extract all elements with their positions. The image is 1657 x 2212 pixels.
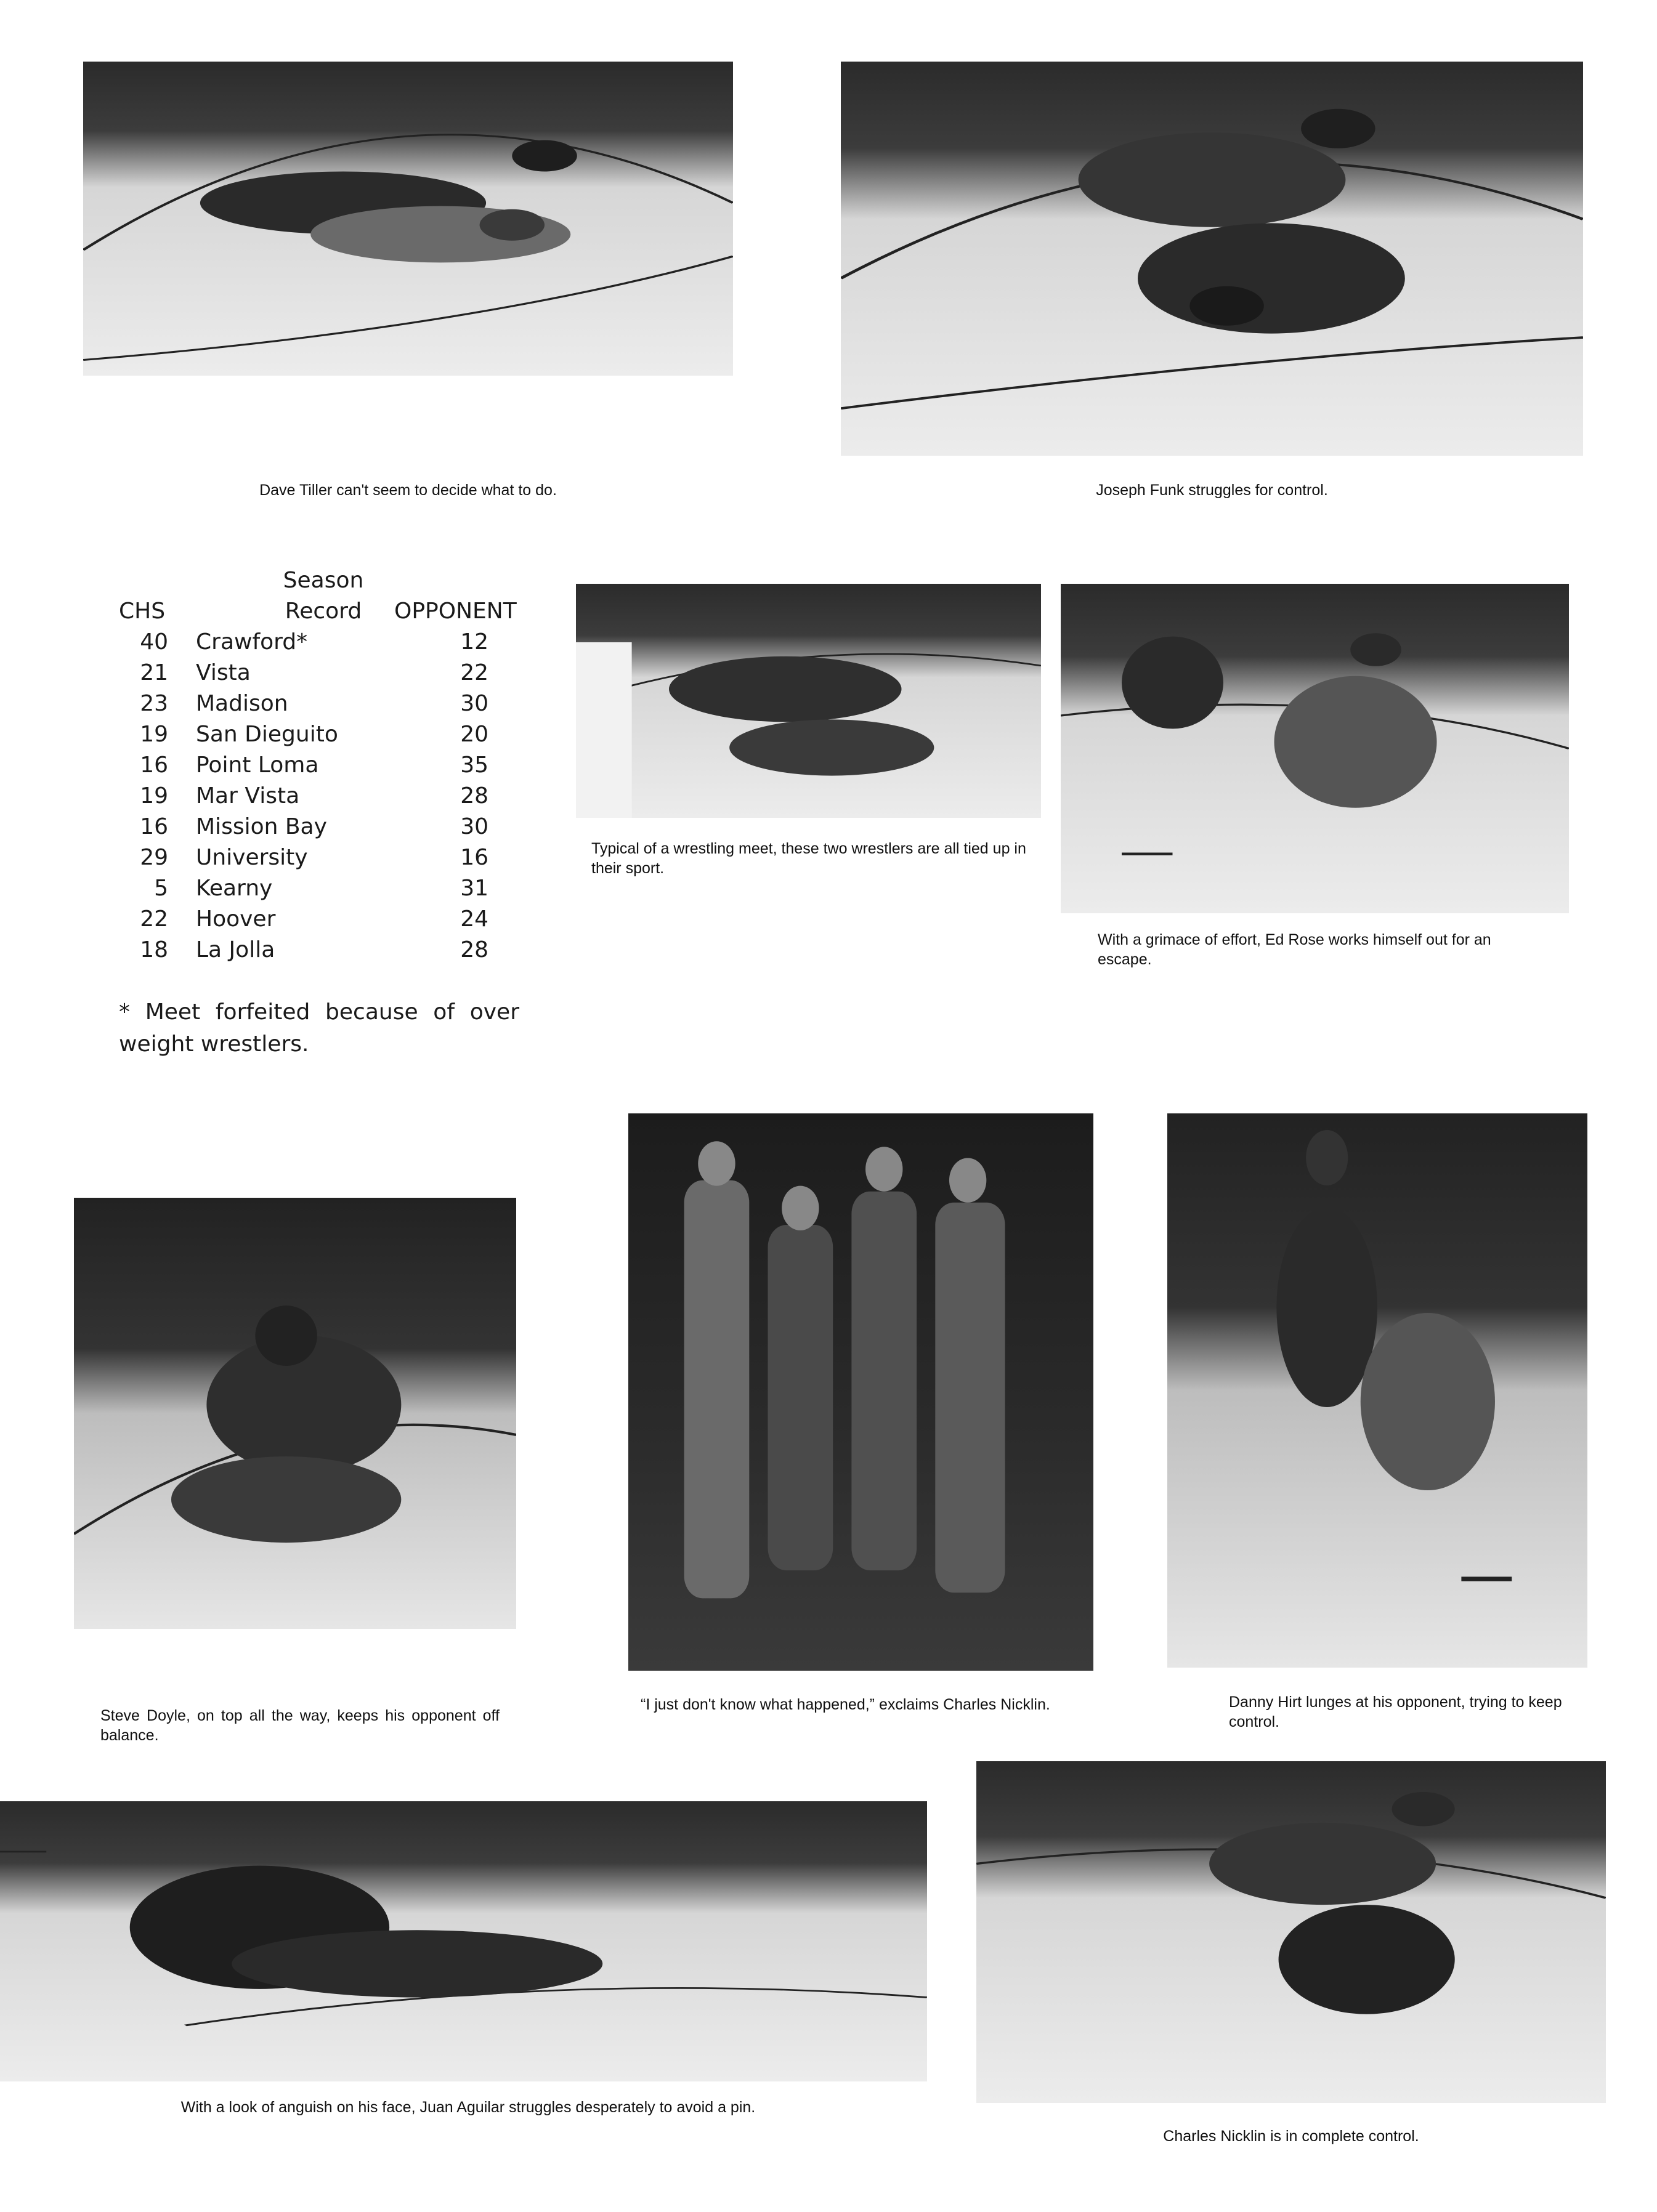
- wrestling-photo-graphic: [83, 62, 733, 376]
- wrestling-photo-graphic: [1167, 1113, 1587, 1668]
- season-record-row: 40 Crawford* 12: [140, 629, 488, 655]
- caption-steve-doyle: Steve Doyle, on top all the way, keeps his opponent off balance.: [100, 1707, 500, 1744]
- wrestling-photo-graphic: [576, 584, 1041, 818]
- season-record-row: 23 Madison 30: [140, 691, 488, 716]
- caption-dave-tiller: Dave Tiller can't seem to decide what to do.: [259, 482, 557, 499]
- season-record-opponent-header: OPPONENT: [394, 599, 517, 624]
- photo-danny-hirt: [1167, 1113, 1587, 1668]
- caption-tied-up-wrestlers: Typical of a wrestling meet, these two wrestlers are all tied up in their sport.: [591, 840, 1026, 877]
- caption-charles-nicklin-quote: “I just don't know what happened,” exclaims Charles Nicklin.: [641, 1696, 1050, 1713]
- caption-danny-hirt: Danny Hirt lunges at his opponent, trying to keep control.: [1229, 1693, 1562, 1730]
- photo-joseph-funk: [841, 62, 1583, 456]
- season-record-title: Season Record: [283, 568, 364, 624]
- season-record-row: 21 Vista 22: [140, 660, 488, 685]
- caption-juan-aguilar: With a look of anguish on his face, Juan Aguilar struggles desperately to avoid a pin.: [180, 2099, 756, 2116]
- season-record-chs-header: CHS: [119, 599, 166, 624]
- season-record-row: 29 University 16: [140, 845, 488, 870]
- caption-charles-nicklin-control: Charles Nicklin is in complete control.: [1163, 2128, 1419, 2145]
- season-record-row: 22 Hoover 24: [140, 906, 488, 932]
- photo-charles-nicklin-control: [976, 1761, 1606, 2103]
- caption-joseph-funk: Joseph Funk struggles for control.: [1096, 482, 1328, 499]
- photo-dave-tiller: [83, 62, 733, 376]
- season-record-row: 5 Kearny 31: [154, 876, 488, 901]
- photo-juan-aguilar: [0, 1801, 927, 2081]
- season-record-row: 18 La Jolla 28: [140, 937, 488, 963]
- season-record-row: 19 San Dieguito 20: [140, 722, 488, 747]
- wrestling-photo-graphic: [841, 62, 1583, 456]
- wrestling-photo-graphic: [1061, 584, 1569, 913]
- photo-charles-nicklin-team: [628, 1113, 1093, 1671]
- season-record-table: [119, 627, 519, 966]
- team-photo-graphic: [628, 1113, 1093, 1671]
- wrestling-photo-graphic: [74, 1198, 516, 1629]
- photo-ed-rose: [1061, 584, 1569, 913]
- photo-steve-doyle: [74, 1198, 516, 1629]
- wrestling-photo-graphic: [0, 1801, 927, 2081]
- wrestling-photo-graphic: [976, 1761, 1606, 2103]
- season-record-row: 16 Point Loma 35: [140, 753, 488, 778]
- photo-tied-up-wrestlers: [576, 584, 1041, 818]
- season-record-row: 16 Mission Bay 30: [140, 814, 488, 839]
- caption-ed-rose: With a grimace of effort, Ed Rose works himself out for an escape.: [1098, 931, 1491, 968]
- season-record-footnote: * Meet forfeited because of over weight wrestlers.: [119, 999, 519, 1057]
- season-record-row: 19 Mar Vista 28: [140, 783, 488, 809]
